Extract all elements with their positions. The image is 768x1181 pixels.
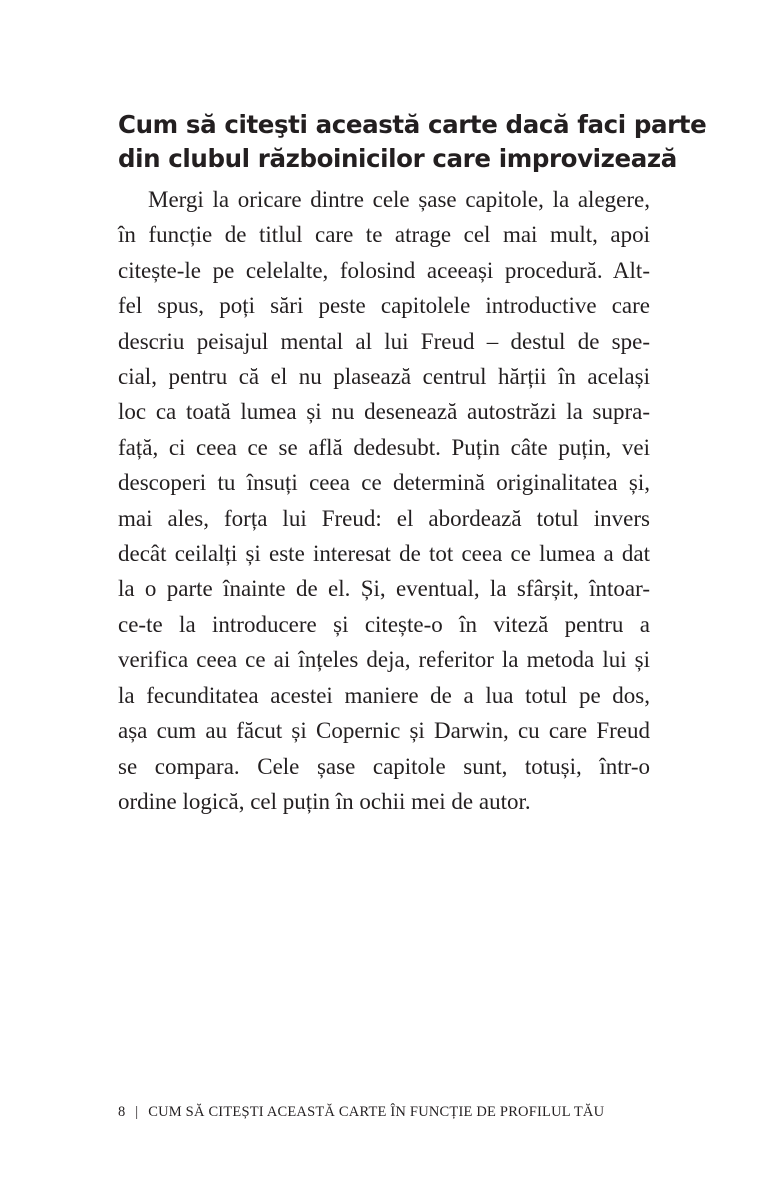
- paragraph-line: Mergi la oricare dintre cele șase capitole, la alegere,: [148, 187, 650, 212]
- heading-line: din clubul războinicilor care improvizează: [118, 144, 677, 173]
- page-number: 8: [118, 1104, 126, 1120]
- page-footer: [118, 1104, 610, 1121]
- paragraph-line: în funcție de titlul care te atrage cel mai mult, apoi: [118, 222, 650, 248]
- paragraph-line: la fecunditatea acestei maniere de a lua totul pe dos,: [118, 682, 650, 708]
- paragraph-line: loc ca toată lumea și nu desenează autostrăzi la supra-: [118, 399, 650, 425]
- paragraph-line: așa cum au făcut și Copernic și Darwin, cu care Freud: [118, 718, 650, 744]
- running-title: CUM SĂ CITEȘTI ACEASTĂ CARTE ÎN FUNCȚIE DE PROFILUL TĂU: [148, 1104, 605, 1120]
- paragraph-line: descriu peisajul mental al lui Freud – destul de spe-: [118, 328, 650, 354]
- section-heading: [118, 108, 707, 176]
- paragraph-line: ce-te la introducere și citește-o în viteză pentru a: [118, 611, 650, 637]
- paragraph-line: la o parte înainte de el. Și, eventual, la sfârșit, întoar-: [118, 576, 650, 602]
- paragraph-line: se compara. Cele șase capitole sunt, totuși, într-o: [118, 753, 650, 779]
- body-paragraph: [118, 182, 650, 819]
- paragraph-line: față, ci ceea ce se află dedesubt. Puțin câte puțin, vei: [118, 434, 650, 460]
- paragraph-line: verifica ceea ce ai înțeles deja, referitor la metoda lui și: [118, 647, 650, 673]
- footer-separator: |: [135, 1104, 139, 1120]
- paragraph-line: decât ceilalți și este interesat de tot ceea ce lumea a dat: [118, 541, 650, 567]
- paragraph-line: cial, pentru că el nu plasează centrul hărții în același: [118, 364, 650, 390]
- paragraph-line: mai ales, forța lui Freud: el abordează totul invers: [118, 505, 650, 531]
- paragraph-line: fel spus, poți sări peste capitolele introductive care: [118, 293, 650, 319]
- paragraph-line: ordine logică, cel puțin în ochii mei de autor.: [118, 788, 531, 814]
- heading-line: Cum să citeşti această carte dacă faci parte: [118, 110, 707, 139]
- paragraph-line: descoperi tu însuți ceea ce determină originalitatea și,: [118, 470, 650, 496]
- paragraph-line: citește-le pe celelalte, folosind aceeași procedură. Alt-: [118, 257, 650, 283]
